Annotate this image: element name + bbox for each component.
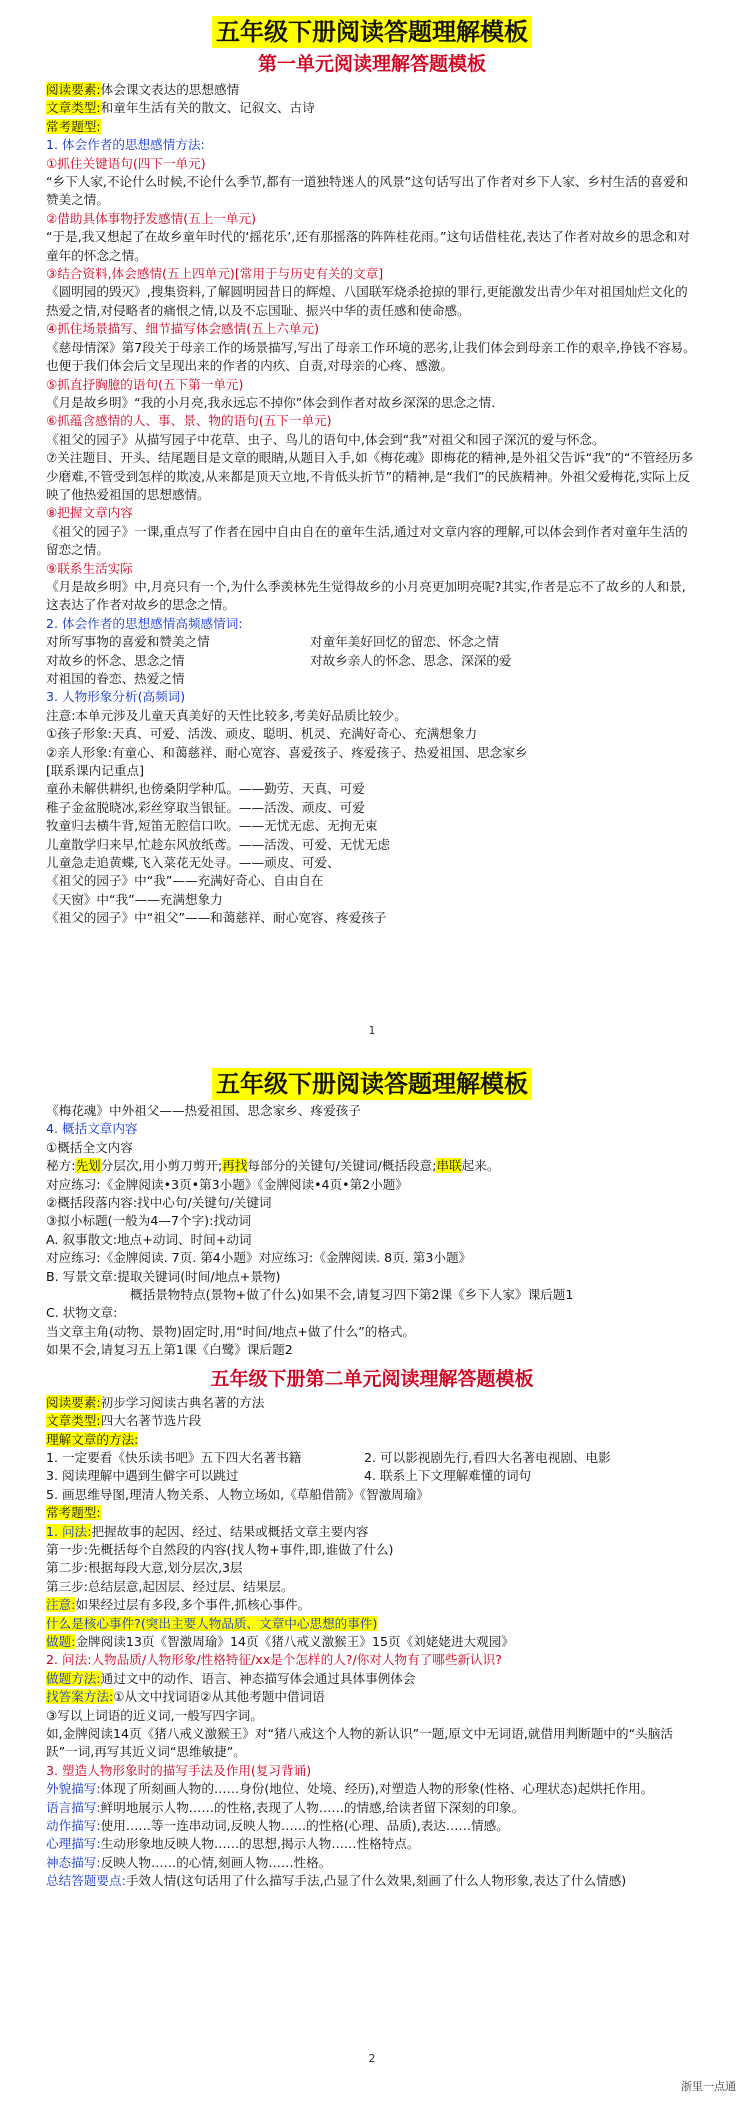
method-heading: ⑥抓蕴含感情的人、事、景、物的语句(五下一单元) (46, 413, 332, 429)
exercise-line: 做题:金牌阅读13页《智激周瑜》14页《猪八戒义激猴王》15页《刘姥姥进大观园》 (46, 1633, 514, 1649)
unit-title: 五年级下册第二单元阅读理解答题模板 (210, 1367, 534, 1390)
text-type: 文章类型:四大名著节选片段 (46, 1413, 202, 1429)
description-appearance: 外貌描写:体现了所刻画人物的……身份(地位、处境、经历),对塑造人物的形象(性格、心理状态)起烘托作用。 (46, 1781, 654, 1797)
question-3: 3. 塑造人物形象时的描写手法及作用(复习背诵) (46, 1762, 312, 1778)
page-number: 1 (368, 1024, 376, 1037)
description-psychology: 心理描写:生动形象地反映人物……的思想,揭示人物……性格特点。 (46, 1836, 420, 1852)
emotion-row: 对所写事物的喜爱和赞美之情 对童年美好回忆的留恋、怀念之情 (46, 634, 499, 650)
poem-line: 《祖父的园子》中“祖父”——和蔼慈祥、耐心宽容、疼爱孩子 (46, 910, 387, 926)
method-text: ⑦关注题目、开头、结尾题目是文章的眼睛,从题目入手,如《梅花魂》即梅花的精神,是外祖父告诉“我”的“不管经历多少磨难,不管受到怎样的欺凌,从来都是顶天立地,不肯低头折节”的精神,是“我们”的民族精神。外祖父爱梅花,实际上反映了他热爱祖国的思想感情。 (46, 450, 694, 502)
watermark: 浙里一点通 (681, 2079, 736, 2093)
method-text: 《慈母情深》第7段关于母亲工作的场景描写,写出了母亲工作环境的恶劣,让我们体会到母亲工作的艰辛,挣钱不容易。也便于我们体会后文呈现出来的作者的内疚、自责,对母亲的心疼、感激。 (46, 339, 696, 374)
poem-line: 《天窗》中“我”——充满想象力 (46, 891, 223, 907)
method-text: 《月是故乡明》“我的小月亮,我永远忘不掉你”体会到作者对故乡深深的思念之情. (46, 394, 496, 410)
method-heading: ①抓住关键语句(四下一单元) (46, 155, 206, 171)
method-heading: ③结合资料,体会感情(五上四单元)[常用于与历史有关的文章] (46, 266, 384, 282)
text-line: ①概括全文内容 (46, 1139, 133, 1155)
method-row: 3. 阅读理解中遇到生僻字可以跳过 4. 联系上下文理解难懂的词句 (46, 1468, 532, 1484)
unit-title: 第一单元阅读理解答题模板 (257, 53, 486, 75)
answer-method: 找答案方法:①从文中找词语②从其他考题中借词语 (46, 1689, 325, 1705)
method-heading: ④抓住场景描写、细节描写体会感情(五上六单元) (46, 321, 319, 337)
section-heading: 2. 体会作者的思想感情高频感情词: (46, 615, 243, 631)
step-line: 第二步:根据每段大意,划分层次,3层 (46, 1560, 243, 1576)
common-types: 常考题型: (46, 118, 101, 134)
secret-method: 秘方:先划分层次,用小剪刀剪开;再找每部分的关键句/关键词/概括段意;串联起来。 (46, 1158, 500, 1174)
step-line: 第三步:总结层意,起因层、经过层、结果层。 (46, 1578, 294, 1594)
poem-line: 牧童归去横牛背,短笛无腔信口吹。——无忧无虑、无拘无束 (46, 818, 378, 834)
character-line: ①孩子形象:天真、可爱、活泼、顽皮、聪明、机灵、充满好奇心、充满想象力 (46, 726, 478, 742)
poem-line: 稚子金盆脱晓冰,彩丝穿取当银钲。——活泼、顽皮、可爱 (46, 799, 365, 815)
method-text: 《圆明园的毁灭》,搜集资料,了解圆明园昔日的辉煌、八国联军烧杀抢掠的罪行,更能激发出青少年对祖国灿烂文化的热爱之情,对侵略者的痛恨之情,以及不忘国耻、振兴中华的责任感和使命感。 (46, 284, 688, 318)
note-line: 注意:如果经过层有多段,多个事件,抓核心事件。 (46, 1597, 311, 1613)
core-event: 什么是核心事件?(突出主要人物品质、文章中心思想的事件) (46, 1615, 378, 1631)
text-line: C. 状物文章: (46, 1305, 118, 1321)
poem-line: 《祖父的园子》中“我”——充满好奇心、自由自在 (46, 873, 324, 889)
method-text: “于是,我又想起了在故乡童年时代的‘摇花乐’,还有那摇落的阵阵桂花雨。”这句话借桂花,表达了作者对故乡的思念和对童年的怀念之情。 (46, 229, 690, 263)
method-row: 1. 一定要看《快乐读书吧》五下四大名著书籍 2. 可以影视剧先行,看四大名著电视剧、电影 (46, 1449, 611, 1465)
text-line: A. 叙事散文:地点+动词、时间+动词 (46, 1231, 252, 1247)
emotion-row: 对祖国的眷恋、热爱之情 (46, 671, 185, 686)
text-line: 如果不会,请复习五上第1课《白鹭》课后题2 (46, 1342, 293, 1358)
method-heading: ②借助具体事物抒发感情(五上一单元) (46, 210, 257, 226)
text-line: 如,金牌阅读14页《猪八戒义激猴王》对“猪八戒这个人物的新认识”一题,原文中无词语,就借用判断题中的“头脑活跃”一词,再写其近义词“思维敏捷”。 (46, 1726, 673, 1760)
text-line: ②概括段落内容:找中心句/关键句/关键词 (46, 1195, 272, 1211)
method-label: 理解文章的方法: (46, 1431, 139, 1447)
description-expression: 神态描写:反映人物……的心情,刻画人物……性格。 (46, 1854, 332, 1870)
step-line: 第一步:先概括每个自然段的内容(找人物+事件,即,谁做了什么) (46, 1541, 394, 1557)
text-line: 概括景物特点(景物+做了什么)如果不会,请复习四下第2课《乡下人家》课后题1 (130, 1287, 574, 1303)
method-row: 5. 画思维导图,理清人物关系、人物立场如,《草船借箭》《智激周瑜》 (46, 1486, 429, 1502)
method-text: “乡下人家,不论什么时候,不论什么季节,都有一道独特迷人的风景”这句话写出了作者对乡下人家、乡村生活的喜爱和赞美之情。 (46, 174, 689, 208)
section-heading: 1. 体会作者的思想感情方法: (46, 137, 205, 153)
poem-line: 儿童散学归来早,忙趁东风放纸鸢。——活泼、可爱、无忧无虑 (46, 836, 391, 852)
method-heading: ⑤抓直抒胸臆的语句(五下第一单元) (46, 376, 244, 392)
reading-element: 阅读要素:体会课文表达的思想感情 (46, 82, 240, 97)
character-line: ②亲人形象:有童心、和蔼慈祥、耐心宽容、喜爱孩子、疼爱孩子、热爱祖国、思念家乡 (46, 744, 528, 760)
text-type: 文章类型:和童年生活有关的散文、记叙文、古诗 (46, 100, 315, 116)
poem-line: 童孙未解供耕织,也傍桑阴学种瓜。——勤劳、天真、可爱 (46, 781, 365, 797)
description-action: 动作描写:使用……等一连串动词,反映人物……的性格(心理、品质),表达……情感。 (46, 1818, 509, 1834)
page-title: 五年级下册阅读答题理解模板 (46, 1068, 698, 1100)
text-line: 对应练习:《金牌阅读. 7页. 第4小题》对应练习:《金牌阅读. 8页. 第3小题》 (46, 1250, 472, 1266)
method-text: 《月是故乡明》中,月亮只有一个,为什么季羡林先生觉得故乡的小月亮更加明亮呢?其实,作者是忘不了故乡的人和景,这表达了作者对故乡的思念之情。 (46, 578, 686, 613)
method-heading: ⑨联系生活实际 (46, 560, 133, 576)
emotion-row: 对故乡的怀念、思念之情 对故乡亲人的怀念、思念、深深的爱 (46, 652, 512, 668)
reading-element: 阅读要素:初步学习阅读古典名著的方法 (46, 1394, 265, 1410)
method-heading: ⑧把握文章内容 (46, 505, 133, 521)
text-line: 对应练习:《金牌阅读•3页•第3小题》《金牌阅读•4页•第2小题》 (46, 1176, 408, 1192)
text-line: 《梅花魂》中外祖父——热爱祖国、思念家乡、疼爱孩子 (46, 1103, 361, 1118)
page-title: 五年级下册阅读答题理解模板 (46, 16, 698, 48)
text-line: 当文章主角(动物、景物)固定时,用“时间/地点+做了什么”的格式。 (46, 1323, 416, 1339)
method-text: 《祖父的园子》一课,重点写了作者在园中自由自在的童年生活,通过对文章内容的理解,可以体会到作者对童年生活的留恋之情。 (46, 523, 688, 558)
text-line: ③拟小标题(一般为4—7个字):找动词 (46, 1213, 252, 1229)
section-heading: 4. 概括文章内容 (46, 1121, 138, 1137)
character-note: 注意:本单元涉及儿童天真美好的天性比较多,考美好品质比较少。 (46, 707, 407, 723)
common-types: 常考题型: (46, 1505, 101, 1521)
page-2 (0, 1060, 744, 2104)
character-line: [联系课内记重点] (46, 763, 144, 779)
method-text: 《祖父的园子》从描写园子中花草、虫子、鸟儿的语句中,体会到“我”对祖父和园子深沉的爱与怀念。 (46, 431, 605, 447)
summary-points: 总结答题要点:手效人情(这句话用了什么描写手法,凸显了什么效果,刻画了什么人物形象,表达了什么情感) (46, 1873, 627, 1889)
question-2: 2. 问法:人物品质/人物形象/性格特征/xx是个怎样的人?/你对人物有了哪些新认识? (46, 1652, 502, 1668)
description-language: 语言描写:鲜明地展示人物……的性格,表现了人物……的情感,给读者留下深刻的印象。 (46, 1799, 525, 1815)
poem-line: 儿童急走追黄蝶,飞入菜花无处寻。——顽皮、可爱、 (46, 855, 340, 871)
question-1: 1. 问法:把握故事的起因、经过、结果或概括文章主要内容 (46, 1523, 369, 1539)
text-line: B. 写景文章:提取关键词(时间/地点+景物) (46, 1268, 281, 1284)
section-heading: 3. 人物形象分析(高频词) (46, 689, 186, 705)
page-number: 2 (368, 2052, 376, 2065)
method-line: 做题方法:通过文中的动作、语言、神态描写体会通过具体事例体会 (46, 1670, 416, 1686)
text-line: ③写以上词语的近义词,一般写四字词。 (46, 1707, 263, 1723)
